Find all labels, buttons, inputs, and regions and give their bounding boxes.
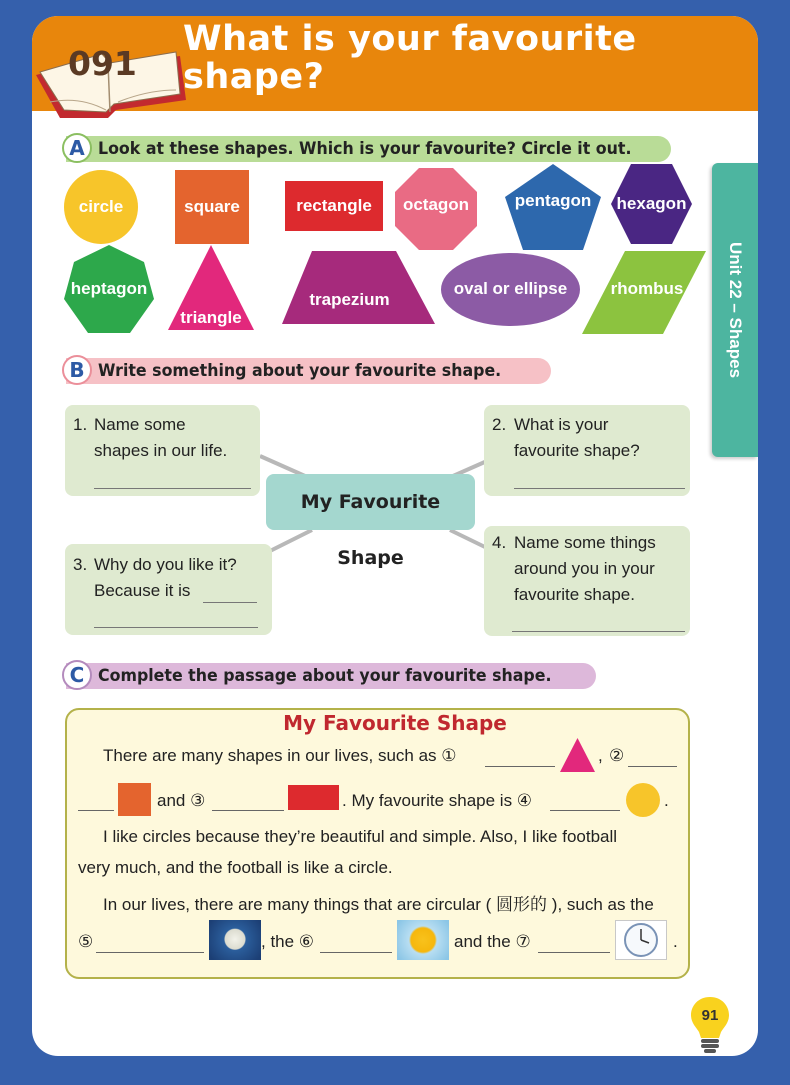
shape-square-label: square — [184, 197, 240, 216]
title-line-2: shape? — [183, 57, 325, 97]
shape-hexagon[interactable] — [611, 164, 692, 244]
shape-octagon[interactable] — [395, 168, 477, 250]
page-title — [183, 20, 637, 96]
shape-square[interactable] — [175, 170, 249, 244]
section-a-badge: A — [62, 133, 92, 163]
blank-6[interactable] — [320, 952, 392, 953]
section-c-badge: C — [62, 660, 92, 690]
q1-line-1: Name some — [94, 415, 186, 434]
shape-pentagon[interactable] — [505, 164, 601, 250]
shape-rectangle[interactable] — [285, 181, 383, 231]
blank-3[interactable] — [212, 810, 284, 811]
clock-picture — [615, 920, 667, 960]
triangle-icon — [560, 738, 595, 777]
q2-answer-line[interactable] — [514, 488, 685, 489]
blank-5[interactable] — [96, 952, 204, 953]
mindmap-center: My Favourite Shape — [266, 474, 475, 530]
section-c-instruction: Complete the passage about your favourite shape. — [98, 666, 552, 686]
shape-heptagon[interactable] — [64, 245, 154, 333]
section-b-header — [66, 358, 551, 384]
q4-line-1: Name some things — [514, 533, 656, 552]
blank-1[interactable] — [485, 766, 555, 767]
blank-7[interactable] — [538, 952, 610, 953]
q2-line-1: What is your — [514, 415, 609, 434]
sun-picture — [397, 920, 449, 960]
shape-heptagon-label: heptagon — [70, 279, 148, 298]
shape-circle[interactable] — [64, 170, 138, 244]
section-b-badge: B — [62, 355, 92, 385]
q3-line-2: Because it is — [94, 581, 191, 600]
passage-line-6d: . — [673, 932, 678, 951]
unit-side-tab[interactable] — [712, 163, 758, 457]
passage-line-2b: . My favourite shape is ④ — [342, 791, 533, 810]
passage-line-1b: , — [598, 746, 603, 765]
q2-line-2: favourite shape? — [514, 441, 640, 460]
shape-rectangle-label: rectangle — [296, 196, 372, 215]
shape-triangle-label: triangle — [180, 307, 242, 327]
lightbulb-icon — [690, 996, 730, 1056]
circle-icon — [626, 783, 660, 817]
passage-line-3: I like circles because they’re beautiful and simple. Also, I like football — [103, 827, 618, 846]
shape-pentagon-label: pentagon — [514, 191, 592, 210]
passage-line-6a: ⑤ — [78, 932, 94, 951]
q3-blank[interactable] — [203, 602, 257, 603]
passage-line-5: In our lives, there are many things that are circular ( 圆形的 ), such as the — [103, 895, 654, 914]
passage-line-6b: , the ⑥ — [261, 932, 315, 951]
passage-title: My Favourite Shape — [283, 711, 507, 735]
passage-line-1a: There are many shapes in our lives, such as ① — [103, 746, 457, 765]
q3-answer-line[interactable] — [94, 627, 258, 628]
shape-trapezium-label: trapezium — [309, 289, 390, 309]
q1-answer-line[interactable] — [94, 488, 251, 489]
blank-4[interactable] — [550, 810, 620, 811]
square-icon — [118, 783, 151, 816]
shape-oval[interactable] — [441, 253, 580, 326]
rectangle-icon — [288, 785, 339, 810]
shape-triangle[interactable] — [168, 245, 254, 330]
section-c-header — [66, 663, 596, 689]
shape-rhombus-label: rhombus — [610, 278, 684, 298]
passage-line-2a: and ③ — [157, 791, 206, 810]
section-a-header — [66, 136, 671, 162]
section-b-instruction: Write something about your favourite shape. — [98, 361, 502, 381]
lesson-number: 091 — [68, 44, 137, 83]
q2-number: 2. — [492, 415, 507, 434]
passage-line-2c: . — [664, 791, 669, 810]
blank-2a[interactable] — [628, 766, 677, 767]
q4-line-2: around you in your — [514, 559, 655, 578]
shape-circle-label: circle — [78, 197, 124, 216]
q4-number: 4. — [492, 533, 507, 552]
q4-answer-line[interactable] — [512, 631, 685, 632]
moon-picture — [209, 920, 261, 960]
q3-number: 3. — [73, 555, 88, 574]
shape-trapezium[interactable] — [282, 251, 435, 324]
passage-line-1c: ② — [609, 746, 625, 765]
shape-octagon-label: octagon — [402, 195, 470, 214]
q4-line-3: favourite shape. — [514, 585, 635, 604]
title-line-1: What is your favourite — [183, 19, 637, 59]
shape-rhombus[interactable] — [582, 251, 706, 334]
section-a-instruction: Look at these shapes. Which is your favourite? Circle it out. — [98, 139, 632, 159]
q3-line-1: Why do you like it? — [94, 555, 237, 574]
blank-2b[interactable] — [78, 810, 114, 811]
q1-line-2: shapes in our life. — [94, 441, 228, 460]
shape-oval-label: oval or ellipse — [453, 278, 568, 298]
unit-label: Unit 22 – Shapes — [726, 241, 745, 379]
page-number: 91 — [701, 1007, 719, 1024]
passage-line-4: very much, and the football is like a circle. — [78, 858, 393, 877]
shape-hexagon-label: hexagon — [616, 194, 687, 213]
passage-line-6c: and the ⑦ — [454, 932, 531, 951]
q1-number: 1. — [73, 415, 88, 434]
